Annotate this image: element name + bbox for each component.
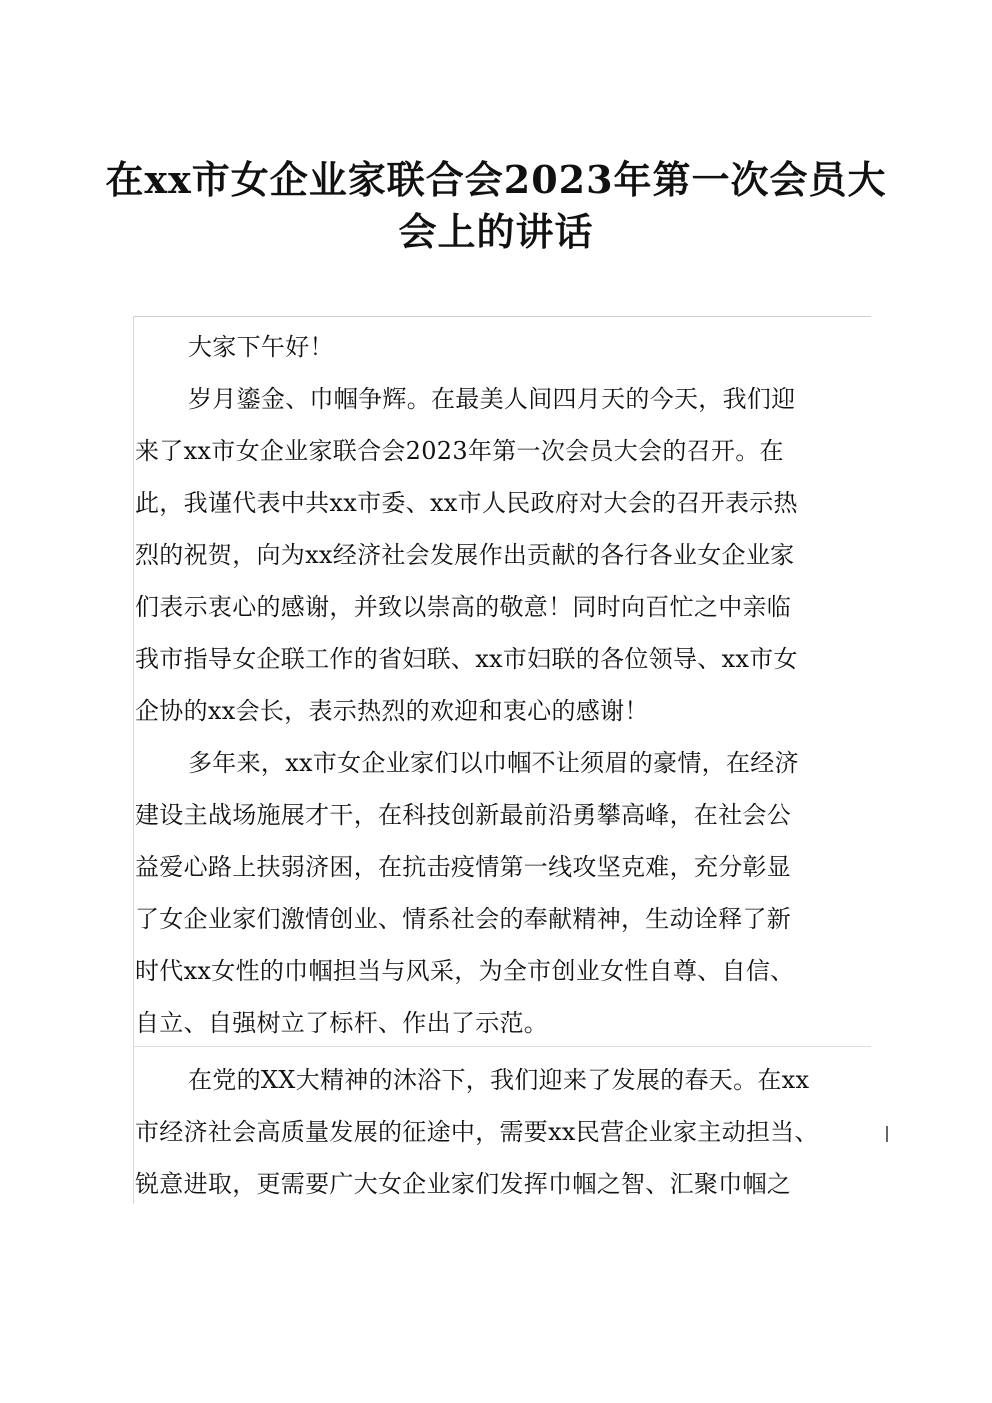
body-line: 多年来，xx市女企业家们以巾帼不让须眉的豪情，在经济 [188,749,799,777]
page-section-divider [133,1046,871,1047]
text-frame-left-border [133,316,134,1204]
body-line: 此，我谨代表中共xx市委、xx市人民政府对大会的召开表示热 [135,489,798,517]
document-title-line-1: 在xx市女企业家联合会2023年第一次会员大 [105,157,887,202]
body-line: 益爱心路上扶弱济困，在抗击疫情第一线攻坚克难，充分彰显 [135,853,792,881]
body-line: 企协的xx会长，表示热烈的欢迎和衷心的感谢！ [135,697,649,725]
body-line: 在党的XX大精神的沐浴下，我们迎来了发展的春天。在xx [188,1066,810,1094]
body-line: 我市指导女企联工作的省妇联、xx市妇联的各位领导、xx市女 [135,645,798,673]
body-line: 来了xx市女企业家联合会2023年第一次会员大会的召开。在 [135,437,784,465]
body-line: 岁月鎏金、巾帼争辉。在最美人间四月天的今天，我们迎 [188,385,796,413]
body-line: 大家下午好！ [188,333,334,361]
body-line: 自立、自强树立了标杆、作出了示范。 [135,1009,549,1037]
body-line: 了女企业家们激情创业、情系社会的奉献精神，生动诠释了新 [135,905,792,933]
margin-marker [886,1126,888,1142]
text-frame-top-border [133,316,871,317]
document-title-line-2: 会上的讲话 [398,209,594,254]
body-line: 烈的祝贺，向为xx经济社会发展作出贡献的各行各业女企业家 [135,541,795,569]
body-line: 时代xx女性的巾帼担当与风采，为全市创业女性自尊、自信、 [135,957,795,985]
body-line: 市经济社会高质量发展的征途中，需要xx民营企业家主动担当、 [135,1118,819,1146]
body-line: 锐意进取，更需要广大女企业家们发挥巾帼之智、汇聚巾帼之 [135,1170,792,1198]
body-line: 建设主战场施展才干，在科技创新最前沿勇攀高峰，在社会公 [135,801,792,829]
body-line: 们表示衷心的感谢，并致以崇高的敬意！同时向百忙之中亲临 [135,593,792,621]
